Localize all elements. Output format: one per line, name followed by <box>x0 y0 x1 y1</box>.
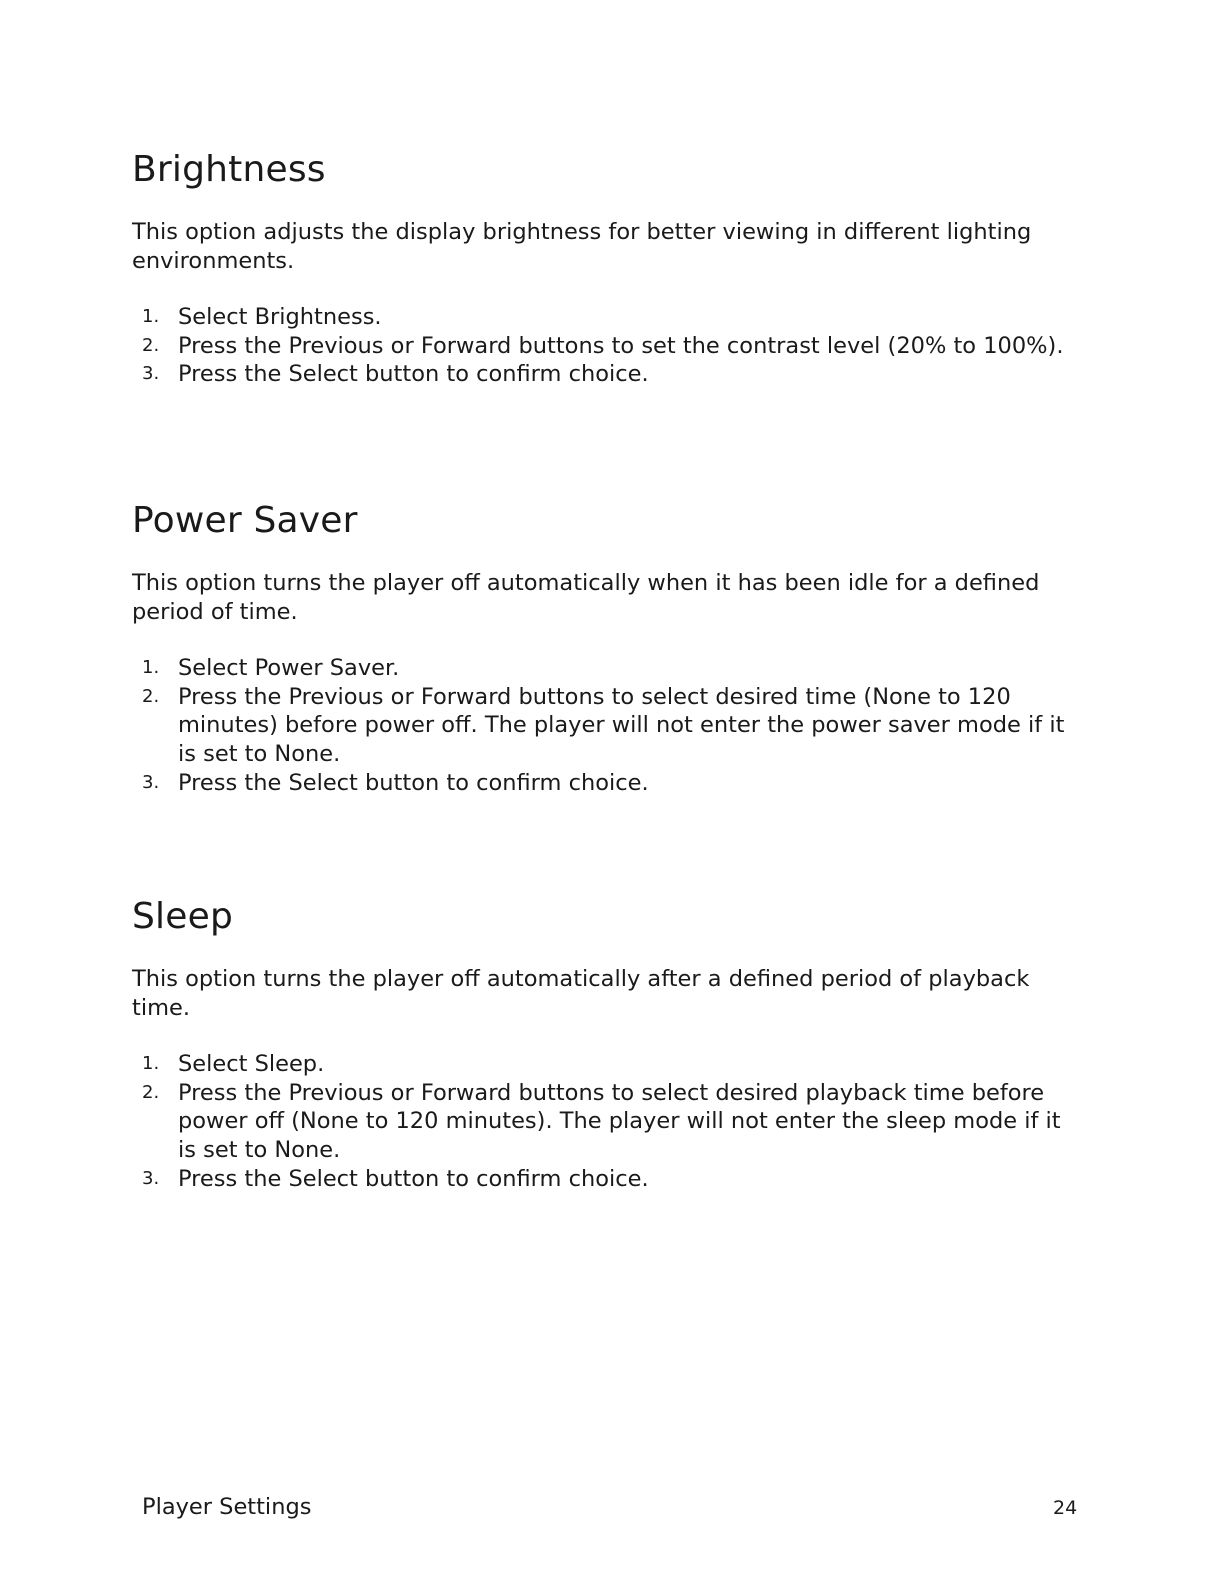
step-number: 2. <box>142 1081 160 1103</box>
step-item <box>132 1079 1082 1165</box>
steps-list <box>132 1050 1082 1194</box>
step-text: Press the Previous or Forward buttons to select desired time (None to 120 minutes) before power off. The player will not enter the power saver mode if it is set to None. <box>178 683 1065 768</box>
step-number: 3. <box>142 771 160 793</box>
step-item <box>132 332 1082 361</box>
step-text: Press the Previous or Forward buttons to select desired playback time before power off (None to 120 minutes). The player will not enter the sleep mode if it is set to None. <box>178 1079 1061 1164</box>
step-text: Press the Select button to confirm choice. <box>178 769 649 796</box>
step-number: 1. <box>142 657 160 678</box>
step-text: Select Power Saver. <box>178 655 400 681</box>
step-item <box>132 360 1082 389</box>
step-text: Select Brightness. <box>178 304 382 330</box>
step-number: 2. <box>142 685 160 707</box>
step-number: 1. <box>142 306 160 327</box>
section-intro: This option adjusts the display brightness for better viewing in different lighting environments. <box>132 219 1032 274</box>
section-power-saver <box>132 499 1082 798</box>
step-item <box>132 654 1082 683</box>
step-text: Press the Select button to confirm choice. <box>178 361 649 388</box>
step-text: Select Sleep. <box>178 1051 325 1077</box>
section-intro: This option turns the player off automatically after a defined period of playback time. <box>132 966 1030 1021</box>
step-item <box>132 1050 1082 1079</box>
step-number: 1. <box>142 1053 160 1074</box>
step-text: Press the Previous or Forward buttons to set the contrast level (20% to 100%). <box>178 332 1064 359</box>
step-item <box>132 683 1082 769</box>
step-item <box>132 769 1082 798</box>
steps-list <box>132 303 1082 389</box>
step-number: 2. <box>142 334 160 356</box>
step-number: 3. <box>142 363 160 385</box>
section-heading: Power Saver <box>132 500 358 541</box>
step-number: 3. <box>142 1167 160 1189</box>
footer-title: Player Settings <box>142 1494 312 1520</box>
section-heading: Sleep <box>132 896 234 937</box>
steps-list <box>132 654 1082 798</box>
step-item <box>132 1165 1082 1194</box>
section-heading: Brightness <box>132 149 326 190</box>
section-intro: This option turns the player off automatically when it has been idle for a defined period of time. <box>132 570 1040 625</box>
section-sleep <box>132 895 1082 1194</box>
page-number: 24 <box>1053 1497 1078 1519</box>
section-brightness <box>132 148 1082 389</box>
step-text: Press the Select button to confirm choice. <box>178 1165 649 1192</box>
step-item <box>132 303 1082 332</box>
